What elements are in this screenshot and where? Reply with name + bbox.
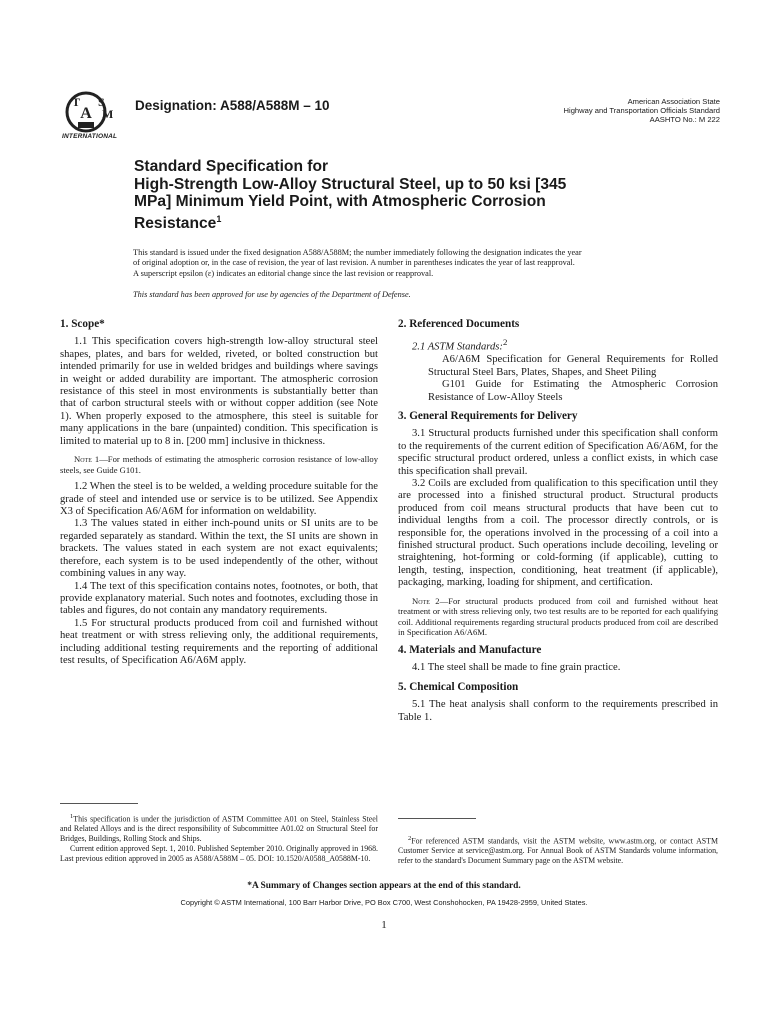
footnote-1: [60, 812, 378, 864]
note-text: —For structural products produced from coil and furnished without heat treatment or with stress relieving only, two test results are to be reported for each qualifying coil. Additional requirements regarding structural products produced from coil are described in Specification A6/A6M.: [398, 595, 718, 638]
title-line: Resistance: [134, 214, 217, 232]
dod-approval: This standard has been approved for use by agencies of the Department of Defense.: [133, 290, 411, 299]
designation: Designation: A588/A588M – 10: [135, 98, 330, 113]
copyright-line: Copyright © ASTM International, 100 Barr Harbor Drive, PO Box C700, West Conshohocken, PA 19428-2959, United States.: [180, 898, 588, 907]
svg-text:A: A: [80, 105, 92, 122]
svg-text:S: S: [98, 95, 105, 109]
footnote-mark: 2: [502, 337, 508, 348]
section-heading-scope: 1. Scope*: [60, 318, 105, 330]
right-column: [398, 318, 718, 724]
note-2: [398, 596, 718, 638]
note-text: —For methods of estimating the atmospheric corrosion resistance of low-alloy steels, see Guide G101.: [60, 454, 378, 475]
aashto-line: AASHTO No.: M 222: [649, 115, 720, 124]
section-heading-referenced-documents: 2. Referenced Documents: [398, 318, 520, 330]
paragraph-3-1: 3.1 Structural products furnished under this specification shall conform to the requirements of the current edition of Specification A6/A6M, for the specific structural product ordered, unless a conflict exists, in which case this specification shall prevail.: [398, 428, 718, 477]
title-line: High-Strength Low-Alloy Structural Steel, up to 50 ksi [345: [134, 175, 567, 193]
paragraph-3-2: 3.2 Coils are excluded from qualification to this specification until they are processed into a finished structural product. Structural products produced from coil means structural products that have been cut to individual lengths from a coil. The processor directly controls, or is responsible for, the operations involved in the processing of a coil into a finished structural product. Such operations include decoiling, leveling or straightening, hot-forming or cold-forming (if applicable), cutting to length, testing, inspection, conditioning, heat treatment (if applicable), packaging, marking, loading for shipment, and certification.: [398, 478, 718, 589]
paragraph-1-3: 1.3 The values stated in either inch-pound units or SI units are to be regarded separately as standard. Within the text, the SI units are shown in brackets. The values stated in each system are not exact equivalents; therefore, each system is to be used independently of the other, without combining values in any way.: [60, 518, 378, 580]
note-label: Note 1: [74, 454, 100, 465]
subsection-label: 2.1 ASTM Standards:: [412, 341, 503, 353]
issued-line: This standard is issued under the fixed designation A588/A588M; the number immediately following the designation indicates the year: [133, 248, 582, 257]
document-title: [134, 158, 724, 232]
footnote-text: This specification is under the jurisdiction of ASTM Committee A01 on Steel, Stainless Steel and Related Alloys and is the direct responsibility of Subcommittee A01.02 on Structural Steel for Bridges, Buildings, Rolling Stock and Ships.: [60, 814, 378, 844]
summary-of-changes-notice: *A Summary of Changes section appears at the end of this standard.: [247, 881, 521, 891]
section-heading-general-requirements: 3. General Requirements for Delivery: [398, 409, 578, 422]
issued-line: A superscript epsilon (ε) indicates an editorial change since the last revision or reapproval.: [133, 268, 434, 278]
title-footnote-mark: 1: [216, 213, 222, 224]
svg-text:M: M: [102, 107, 114, 121]
section-heading-chemical-composition: 5. Chemical Composition: [398, 680, 519, 693]
aashto-line: Highway and Transportation Officials Standard: [563, 106, 720, 115]
section-heading-materials: 4. Materials and Manufacture: [398, 644, 542, 657]
footnote-divider: [398, 818, 476, 819]
page-number: 1: [381, 919, 387, 931]
title-line: MPa] Minimum Yield Point, with Atmospheric Corrosion: [134, 193, 546, 210]
reference-a6: A6/A6M Specification for General Requirements for Rolled Structural Steel Bars, Plates, Shapes, and Sheet Piling: [428, 354, 718, 378]
paragraph-1-1: 1.1 This specification covers high-strength low-alloy structural steel shapes, plates, and bars for welded, riveted, or bolted construction but intended primarily for use in welded bridges and buildings where savings in weight or added durability are important. The atmospheric corrosion resistance of this steel in most environments is substantially better than that of carbon structural steels with or without copper addition (see Note 1). When properly exposed to the atmosphere, this steel is suitable for many applications in the bare (unpainted) condition. This specification is limited to material up to 8 in. [200 mm] inclusive in thickness.: [60, 336, 378, 447]
note-1: [60, 454, 378, 475]
aashto-line: American Association State: [627, 97, 720, 106]
paragraph-1-5: 1.5 For structural products produced from coil and furnished without heat treatment or with stress relieving only, the additional requirements, including additional testing requirements and the reporting of additional test results, of Specification A6/A6M apply.: [60, 617, 378, 666]
footnote-2: [398, 834, 718, 866]
reference-g101: G101 Guide for Estimating the Atmospheric Corrosion Resistance of Low-Alloy Steels: [428, 379, 718, 403]
footnote-mark: 1: [70, 813, 74, 820]
logo-caption: INTERNATIONAL: [62, 133, 118, 140]
title-line: Standard Specification for: [134, 158, 329, 175]
svg-text:T: T: [72, 95, 81, 109]
paragraph-5-1: 5.1 The heat analysis shall conform to the requirements prescribed in Table 1.: [398, 699, 718, 723]
footnote-text: Current edition approved Sept. 1, 2010. Published September 2010. Originally approved in 1968. Last previous edition approved in 2005 as A588/A588M – 05. DOI: 10.1520/A0588_A0588M-10.: [60, 844, 378, 863]
paragraph-4-1: 4.1 The steel shall be made to fine grain practice.: [412, 662, 621, 674]
issued-line: of original adoption or, in the case of revision, the year of last revision. A number in parentheses indicates the year of last reapproval.: [133, 258, 575, 268]
footnote-text: For referenced ASTM standards, visit the ASTM website, www.astm.org, or contact ASTM Customer Service at service@astm.org. For Annual Book of ASTM Standards volume information, refer to the standard's Document Summary page on the ASTM website.: [398, 836, 718, 866]
issued-statement: [133, 248, 725, 279]
footnote-mark: 2: [408, 835, 412, 842]
paragraph-1-2: 1.2 When the steel is to be welded, a welding procedure suitable for the grade of steel and intended use or service is to be utilized. See Appendix X3 of Specification A6/A6M for information on weldability.: [60, 481, 378, 518]
left-column: [60, 318, 378, 667]
subsection-astm-standards: [398, 336, 718, 354]
note-label: Note 2: [412, 595, 440, 606]
paragraph-1-4: 1.4 The text of this specification contains notes, footnotes, or both, that provide explanatory material. Such notes and footnotes, excluding those in tables and figures, do not contain any mandatory requirements.: [60, 580, 378, 617]
footnote-divider: [60, 803, 138, 804]
aashto-block: [520, 97, 720, 124]
